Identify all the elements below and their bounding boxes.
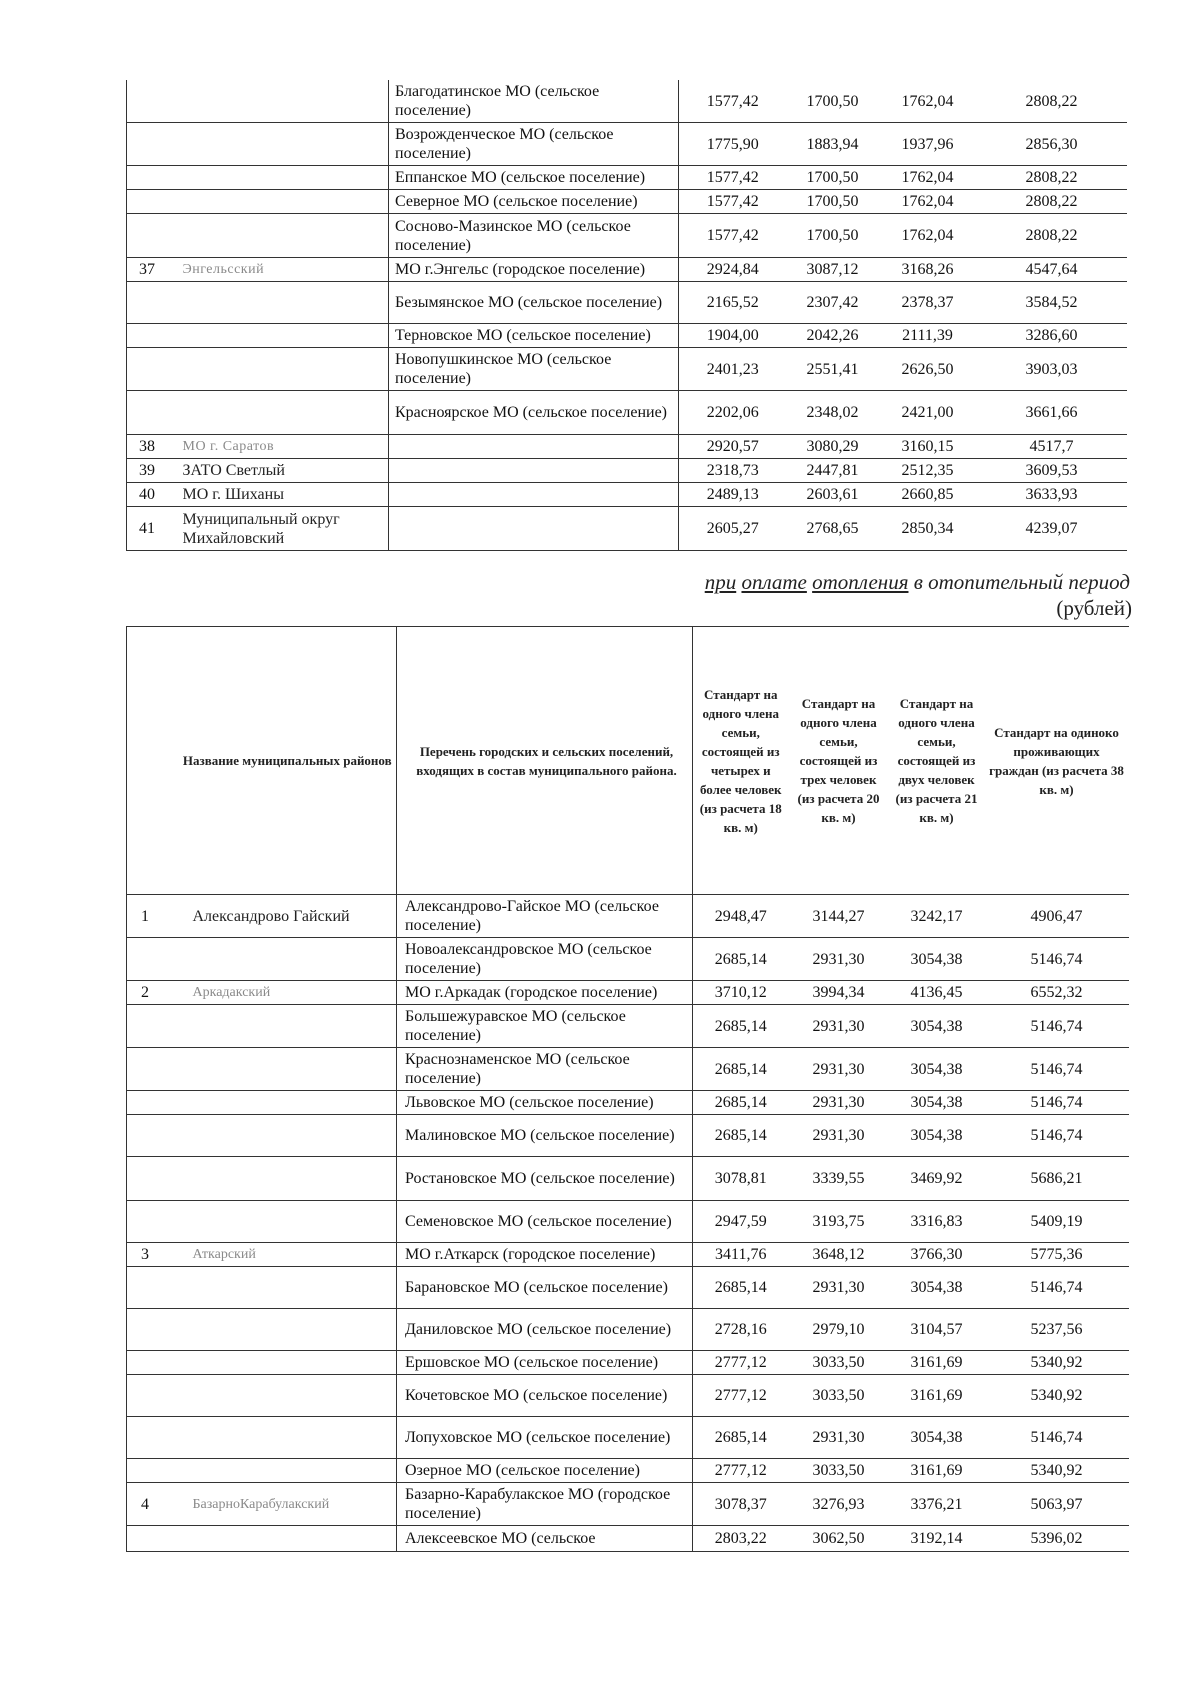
value-three: 3033,50 [789,1351,889,1375]
district-name: Аркадакский [179,981,397,1005]
value-three: 1700,50 [787,166,879,190]
settlement-name: Новопушкинское МО (сельское поселение) [389,348,679,391]
header-number [127,627,179,895]
value-three: 3080,29 [787,435,879,459]
value-single: 3903,03 [977,348,1127,391]
settlement-name: МО г.Энгельс (городское поселение) [389,258,679,282]
table-row [127,1157,1129,1201]
district-name [179,1459,397,1483]
row-number [127,1417,179,1459]
row-number: 41 [127,507,179,551]
value-three: 2603,61 [787,483,879,507]
value-two: 3054,38 [889,938,985,981]
value-single: 4517,7 [977,435,1127,459]
table-row [127,1417,1129,1459]
value-three: 2768,65 [787,507,879,551]
row-number [127,348,179,391]
table-row [127,483,1127,507]
caption-word: оплате [741,570,807,594]
value-two: 3376,21 [889,1483,985,1526]
value-single: 5686,21 [985,1157,1129,1201]
value-two: 1762,04 [879,166,977,190]
district-name [179,190,389,214]
settlement-name: Безымянское МО (сельское поселение) [389,282,679,324]
table-row [127,459,1127,483]
value-four-plus: 1904,00 [679,324,787,348]
header-four-plus: Стандарт на одного члена семьи, состоящей из четырех и более человек (из расчета 18 кв. м) [693,627,789,895]
value-four-plus: 2803,22 [693,1526,789,1552]
value-three: 2931,30 [789,1267,889,1309]
value-three: 2307,42 [787,282,879,324]
value-three: 1883,94 [787,123,879,166]
district-name: Энгельсский [179,258,389,282]
settlement-name: Базарно-Карабулакское МО (городское поселение) [397,1483,693,1526]
district-name [179,324,389,348]
value-four-plus: 2165,52 [679,282,787,324]
value-four-plus: 3078,37 [693,1483,789,1526]
row-number: 40 [127,483,179,507]
district-name [179,80,389,123]
value-three: 1700,50 [787,80,879,123]
district-name [179,1005,397,1048]
row-number [127,214,179,258]
row-number [127,123,179,166]
value-four-plus: 1577,42 [679,166,787,190]
value-three: 1700,50 [787,214,879,258]
value-two: 1762,04 [879,214,977,258]
value-two: 3054,38 [889,1267,985,1309]
value-single: 4906,47 [985,895,1129,938]
row-number: 39 [127,459,179,483]
table-row [127,435,1127,459]
value-four-plus: 2924,84 [679,258,787,282]
row-number [127,324,179,348]
district-name: ЗАТО Светлый [179,459,389,483]
value-two: 3160,15 [879,435,977,459]
header-district: Название муниципальных районов [179,627,397,895]
value-three: 2042,26 [787,324,879,348]
value-two: 1937,96 [879,123,977,166]
settlement-name: Новоалександровское МО (сельское поселение) [397,938,693,981]
value-three: 3193,75 [789,1201,889,1243]
value-two: 2660,85 [879,483,977,507]
table-row [127,1351,1129,1375]
district-name [179,391,389,435]
value-single: 5146,74 [985,1115,1129,1157]
value-four-plus: 2777,12 [693,1459,789,1483]
district-name [179,348,389,391]
row-number: 1 [127,895,179,938]
value-four-plus: 2920,57 [679,435,787,459]
settlement-name: МО г.Аркадак (городское поселение) [397,981,693,1005]
value-two: 1762,04 [879,80,977,123]
value-three: 2931,30 [789,1115,889,1157]
settlement-name: Барановское МО (сельское поселение) [397,1267,693,1309]
settlement-name: Возрожденческое МО (сельское поселение) [389,123,679,166]
value-two: 3054,38 [889,1005,985,1048]
settlement-name [389,459,679,483]
value-single: 5146,74 [985,1267,1129,1309]
value-four-plus: 2685,14 [693,1267,789,1309]
row-number [127,1048,179,1091]
value-two: 4136,45 [889,981,985,1005]
settlement-name: Ершовское МО (сельское поселение) [397,1351,693,1375]
table-row [127,258,1127,282]
value-three: 3276,93 [789,1483,889,1526]
value-three: 3648,12 [789,1243,889,1267]
row-number [127,190,179,214]
value-single: 5340,92 [985,1459,1129,1483]
value-four-plus: 2489,13 [679,483,787,507]
settlement-name: Благодатинское МО (сельское поселение) [389,80,679,123]
table-row [127,981,1129,1005]
table-header-row [127,627,1129,895]
units-label: (рублей) [1056,596,1132,620]
row-number [127,1526,179,1552]
table-row [127,1483,1129,1526]
row-number [127,1201,179,1243]
district-name [179,1201,397,1243]
table-row [127,282,1127,324]
value-single: 4239,07 [977,507,1127,551]
value-two: 3469,92 [889,1157,985,1201]
value-four-plus: 1577,42 [679,214,787,258]
district-name [179,1417,397,1459]
table-row [127,1375,1129,1417]
value-two: 3161,69 [889,1351,985,1375]
district-name [179,1091,397,1115]
value-three: 2931,30 [789,1048,889,1091]
row-number: 4 [127,1483,179,1526]
value-two: 3766,30 [889,1243,985,1267]
table-row [127,1526,1129,1552]
settlement-name: Кочетовское МО (сельское поселение) [397,1375,693,1417]
row-number [127,1351,179,1375]
value-four-plus: 2777,12 [693,1375,789,1417]
value-three: 3339,55 [789,1157,889,1201]
district-name: Александрово Гайский [179,895,397,938]
row-number: 2 [127,981,179,1005]
value-four-plus: 1775,90 [679,123,787,166]
value-two: 3161,69 [889,1375,985,1417]
table-row [127,1005,1129,1048]
settlement-name: Озерное МО (сельское поселение) [397,1459,693,1483]
value-four-plus: 2685,14 [693,1115,789,1157]
caption-word: при [704,570,737,594]
value-two: 2111,39 [879,324,977,348]
row-number [127,1375,179,1417]
settlement-name: Лопуховское МО (сельское поселение) [397,1417,693,1459]
row-number [127,1309,179,1351]
value-two: 3054,38 [889,1091,985,1115]
standards-table-continued [126,80,1127,551]
value-four-plus: 1577,42 [679,190,787,214]
value-four-plus: 2948,47 [693,895,789,938]
value-three: 3033,50 [789,1375,889,1417]
settlement-name: Даниловское МО (сельское поселение) [397,1309,693,1351]
value-four-plus: 2605,27 [679,507,787,551]
settlement-name [389,435,679,459]
settlement-name: Ростановское МО (сельское поселение) [397,1157,693,1201]
row-number [127,1157,179,1201]
value-four-plus: 2685,14 [693,938,789,981]
value-four-plus: 2202,06 [679,391,787,435]
value-two: 2512,35 [879,459,977,483]
caption-word: отопления [812,570,909,594]
settlement-name: Северное МО (сельское поселение) [389,190,679,214]
row-number [127,1115,179,1157]
table-row [127,895,1129,938]
value-single: 3609,53 [977,459,1127,483]
header-two: Стандарт на одного члена семьи, состоящей из двух человек (из расчета 21 кв. м) [889,627,985,895]
district-name: МО г. Саратов [179,435,389,459]
value-single: 3584,52 [977,282,1127,324]
table-row [127,1091,1129,1115]
header-settlements: Перечень городских и сельских поселений, входящих в состав муниципального района. [397,627,693,895]
section-caption [640,570,1130,595]
table-row [127,1201,1129,1243]
value-two: 3161,69 [889,1459,985,1483]
settlement-name: Львовское МО (сельское поселение) [397,1091,693,1115]
value-single: 5409,19 [985,1201,1129,1243]
value-single: 2808,22 [977,214,1127,258]
value-two: 2421,00 [879,391,977,435]
value-single: 3286,60 [977,324,1127,348]
value-single: 2856,30 [977,123,1127,166]
value-single: 5237,56 [985,1309,1129,1351]
table-row [127,1243,1129,1267]
settlement-name: Красноярское МО (сельское поселение) [389,391,679,435]
table-row [127,1309,1129,1351]
value-two: 2626,50 [879,348,977,391]
district-name [179,1375,397,1417]
district-name [179,1267,397,1309]
value-single: 5146,74 [985,1417,1129,1459]
value-two: 2850,34 [879,507,977,551]
value-four-plus: 2685,14 [693,1417,789,1459]
value-single: 3633,93 [977,483,1127,507]
table-row [127,1048,1129,1091]
value-single: 5146,74 [985,1048,1129,1091]
value-single: 3661,66 [977,391,1127,435]
table-row [127,391,1127,435]
value-three: 3062,50 [789,1526,889,1552]
row-number [127,938,179,981]
settlement-name: Александрово-Гайское МО (сельское поселение) [397,895,693,938]
value-three: 1700,50 [787,190,879,214]
value-three: 3033,50 [789,1459,889,1483]
table-row [127,80,1127,123]
value-single: 5146,74 [985,938,1129,981]
settlement-name: Сосново-Мазинское МО (сельское поселение) [389,214,679,258]
table-row [127,938,1129,981]
district-name [179,1526,397,1552]
value-three: 2979,10 [789,1309,889,1351]
value-two: 3104,57 [889,1309,985,1351]
table-row [127,166,1127,190]
value-four-plus: 2947,59 [693,1201,789,1243]
header-three: Стандарт на одного члена семьи, состоящей из трех человек (из расчета 20 кв. м) [789,627,889,895]
value-two: 3242,17 [889,895,985,938]
district-name [179,282,389,324]
value-single: 5146,74 [985,1091,1129,1115]
value-three: 2931,30 [789,938,889,981]
value-single: 5775,36 [985,1243,1129,1267]
table-row [127,324,1127,348]
value-two: 3054,38 [889,1115,985,1157]
value-single: 5340,92 [985,1375,1129,1417]
standards-table [126,626,1129,1552]
settlement-name: Малиновское МО (сельское поселение) [397,1115,693,1157]
value-two: 3054,38 [889,1417,985,1459]
settlement-name: Терновское МО (сельское поселение) [389,324,679,348]
row-number [127,391,179,435]
table-row [127,214,1127,258]
value-single: 6552,32 [985,981,1129,1005]
settlement-name [389,507,679,551]
row-number [127,80,179,123]
district-name [179,938,397,981]
value-single: 5396,02 [985,1526,1129,1552]
value-single: 5340,92 [985,1351,1129,1375]
table-row [127,1459,1129,1483]
table-row [127,190,1127,214]
district-name [179,123,389,166]
value-single: 2808,22 [977,166,1127,190]
settlement-name: Алексеевское МО (сельское [397,1526,693,1552]
value-four-plus: 2728,16 [693,1309,789,1351]
caption-word: в отопительный период [913,570,1130,594]
district-name: Муниципальный округ Михайловский [179,507,389,551]
row-number: 37 [127,258,179,282]
settlement-name: МО г.Аткарск (городское поселение) [397,1243,693,1267]
value-four-plus: 3078,81 [693,1157,789,1201]
value-three: 2551,41 [787,348,879,391]
value-three: 3144,27 [789,895,889,938]
value-two: 2378,37 [879,282,977,324]
value-two: 3192,14 [889,1526,985,1552]
row-number: 3 [127,1243,179,1267]
value-four-plus: 2401,23 [679,348,787,391]
district-name [179,1115,397,1157]
value-four-plus: 3710,12 [693,981,789,1005]
value-four-plus: 2685,14 [693,1005,789,1048]
row-number: 38 [127,435,179,459]
value-three: 2348,02 [787,391,879,435]
row-number [127,1091,179,1115]
value-four-plus: 1577,42 [679,80,787,123]
row-number [127,166,179,190]
row-number [127,1005,179,1048]
value-single: 5146,74 [985,1005,1129,1048]
value-four-plus: 2777,12 [693,1351,789,1375]
value-single: 5063,97 [985,1483,1129,1526]
header-single: Стандарт на одиноко проживающих граждан (из расчета 38 кв. м) [985,627,1129,895]
row-number [127,282,179,324]
settlement-name [389,483,679,507]
district-name: БазарноКарабулакский [179,1483,397,1526]
value-two: 3054,38 [889,1048,985,1091]
table-row [127,1115,1129,1157]
table-row [127,1267,1129,1309]
value-three: 3087,12 [787,258,879,282]
district-name [179,1157,397,1201]
district-name [179,1309,397,1351]
value-three: 2447,81 [787,459,879,483]
value-single: 4547,64 [977,258,1127,282]
row-number [127,1459,179,1483]
settlement-name: Краснознаменское МО (сельское поселение) [397,1048,693,1091]
district-name [179,166,389,190]
value-three: 2931,30 [789,1417,889,1459]
district-name [179,214,389,258]
settlement-name: Еппанское МО (сельское поселение) [389,166,679,190]
table-row [127,348,1127,391]
district-name [179,1351,397,1375]
value-two: 1762,04 [879,190,977,214]
settlement-name: Большежуравское МО (сельское поселение) [397,1005,693,1048]
value-two: 3168,26 [879,258,977,282]
value-four-plus: 2685,14 [693,1091,789,1115]
value-three: 2931,30 [789,1091,889,1115]
value-three: 3994,34 [789,981,889,1005]
value-four-plus: 3411,76 [693,1243,789,1267]
value-single: 2808,22 [977,80,1127,123]
row-number [127,1267,179,1309]
value-four-plus: 2685,14 [693,1048,789,1091]
table-row [127,507,1127,551]
table-row [127,123,1127,166]
district-name: МО г. Шиханы [179,483,389,507]
district-name [179,1048,397,1091]
district-name: Аткарский [179,1243,397,1267]
settlement-name: Семеновское МО (сельское поселение) [397,1201,693,1243]
value-single: 2808,22 [977,190,1127,214]
value-two: 3316,83 [889,1201,985,1243]
value-four-plus: 2318,73 [679,459,787,483]
value-three: 2931,30 [789,1005,889,1048]
